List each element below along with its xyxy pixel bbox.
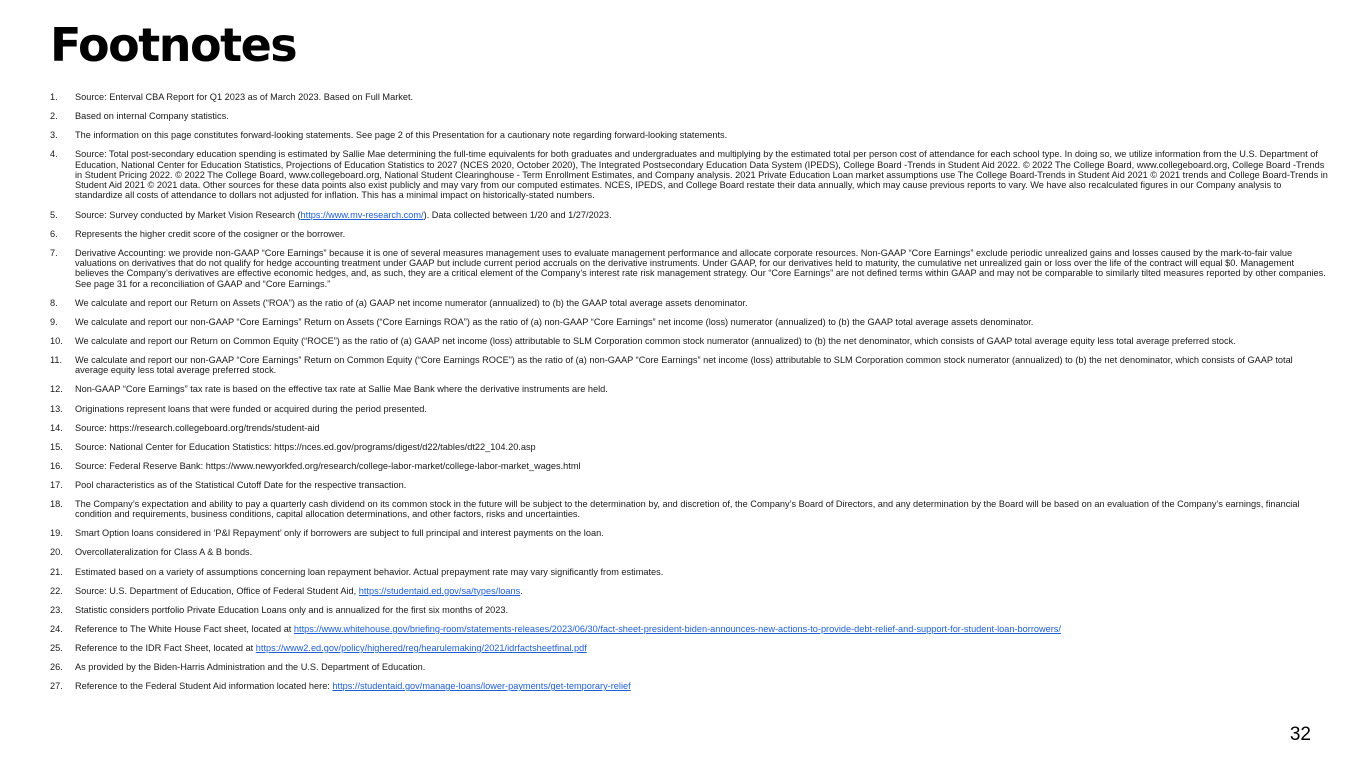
footnote-item (50, 624, 1328, 634)
footnote-item (50, 404, 1328, 414)
footnote-text: Represents the higher credit score of the cosigner or the borrower. (75, 228, 346, 239)
footnote-item (50, 567, 1328, 577)
footnote-number: 26. (50, 662, 63, 673)
footnote-item (50, 92, 1328, 102)
footnote-number: 17. (50, 479, 63, 490)
footnote-item (50, 248, 1328, 289)
footnote-text (75, 681, 1328, 691)
footnote-item (50, 461, 1328, 471)
footnote-number: 22. (50, 585, 63, 596)
footnote-text-prefix: Source: U.S. Department of Education, Office of Federal Student Aid, (75, 585, 359, 596)
footnote-link[interactable]: https://studentaid.gov/manage-loans/lower-payments/get-temporary-relief (332, 681, 631, 692)
footnote-link[interactable]: https://www.whitehouse.gov/briefing-room/statements-releases/2023/06/30/fact-sheet-president-biden-announces-new-actions-to-provide-debt-relief-and-support-for-student-loan-borrowers/ (293, 623, 1061, 634)
footnote-link[interactable]: https://www2.ed.gov/policy/highered/reg/hearulemaking/2021/idrfactsheetfinal.pdf (255, 642, 587, 653)
footnote-number: 3. (50, 130, 58, 141)
footnote-number: 8. (50, 297, 58, 308)
footnote-item (50, 229, 1328, 239)
footnote-number: 23. (50, 604, 63, 615)
footnote-item (50, 442, 1328, 452)
footnote-item (50, 149, 1328, 200)
footnote-text: Smart Option loans considered in ‘P&I Repayment’ only if borrowers are subject to full principal and interest payments on the loan. (75, 528, 604, 539)
footnote-item (50, 528, 1328, 538)
footnote-text-prefix: Reference to the Federal Student Aid information located here: (75, 681, 333, 692)
footnote-text-prefix: Reference to the IDR Fact Sheet, located at (75, 642, 256, 653)
footnote-number: 2. (50, 111, 58, 122)
footnote-item (50, 480, 1328, 490)
footnote-item (50, 423, 1328, 433)
footnote-item (50, 298, 1328, 308)
footnote-item (50, 547, 1328, 557)
footnote-text: Source: National Center for Education Statistics: https://nces.ed.gov/programs/digest/d22/tables/dt22_104.20.asp (75, 441, 536, 452)
footnote-number: 13. (50, 403, 63, 414)
footnote-text: Pool characteristics as of the Statistical Cutoff Date for the respective transaction. (75, 479, 407, 490)
footnote-number: 4. (50, 149, 58, 160)
footnote-text: Source: https://research.collegeboard.org/trends/student-aid (75, 422, 320, 433)
footnote-item (50, 499, 1328, 520)
footnote-text: As provided by the Biden-Harris Administration and the U.S. Department of Education. (75, 662, 426, 673)
footnotes-list (50, 92, 1328, 700)
footnote-text: The information on this page constitutes forward-looking statements. See page 2 of this Presentation for a cautionary note regarding forward-looking statements. (75, 130, 728, 141)
footnote-text: Overcollateralization for Class A & B bonds. (75, 547, 253, 558)
footnote-number: 9. (50, 316, 58, 327)
footnote-text: We calculate and report our Return on Assets (“ROA”) as the ratio of (a) GAAP net income numerator (annualized) to (b) the GAAP total average assets denominator. (75, 297, 748, 308)
footnote-link[interactable]: https://www.mv-research.com/ (300, 209, 424, 220)
footnote-text: Derivative Accounting: we provide non-GAAP “Core Earnings” because it is one of several measures management uses to evaluate management performance and allocate corporate resources. Non-GAAP “Core Earnings” exclude periodic unrealized gains and losses caused by the mark-to-fair value valuations on derivatives that do not qualify for hedge accounting treatment under GAAP but include current period accruals on the derivative instruments. Under GAAP, for our derivatives held to maturity, the cumulative net unrealized gain or loss over the life of the contract will equal $0. Management believes the Company’s derivatives are effective economic hedges, and, as such, they are a critical element of the Company’s interest rate risk management strategy. Our “Core Earnings” are not defined terms within GAAP and may not be comparable to similarly tilted measures reported by other companies. See page 31 for a reconciliation of GAAP and “Core Earnings.” (75, 247, 1326, 289)
footnote-number: 18. (50, 498, 63, 509)
footnote-item (50, 681, 1328, 691)
footnote-text (75, 210, 1328, 220)
footnote-text: Source: Federal Reserve Bank: https://www.newyorkfed.org/research/college-labor-market/college-labor-market_wages.html (75, 460, 581, 471)
footnote-item (50, 130, 1328, 140)
footnote-text-prefix: Source: Survey conducted by Market Vision Research ( (75, 209, 301, 220)
footnote-number: 21. (50, 566, 63, 577)
page-number: 32 (1289, 724, 1311, 745)
footnote-number: 19. (50, 528, 63, 539)
footnote-item (50, 317, 1328, 327)
footnote-item (50, 605, 1328, 615)
footnote-item (50, 355, 1328, 376)
footnote-number: 15. (50, 441, 63, 452)
footnote-number: 10. (50, 335, 63, 346)
footnote-item (50, 111, 1328, 121)
footnote-number: 25. (50, 642, 63, 653)
footnote-text: Originations represent loans that were funded or acquired during the period presented. (75, 403, 427, 414)
footnote-number: 27. (50, 681, 63, 692)
footnote-number: 20. (50, 547, 63, 558)
footnote-text: Source: Total post-secondary education spending is estimated by Sallie Mae determining the full-time equivalents for both graduates and undergraduates and multiplying by the estimated total per person cost of attendance for each school type. In doing so, we utilize information from the U.S. Department of Education, National Center for Education Statistics, Projections of Education Statistics to 2027 (NCES 2020, October 2020), The Integrated Postsecondary Education Data System (IPEDS), College Board -Trends in Student Aid 2022. © 2022 The College Board, www.collegeboard.org, College Board -Trends in Student Pricing 2022. © 2022 The College Board, www.collegeboard.org, National Student Clearinghouse - Term Enrollment Estimates, and Company analysis. 2021 Private Education Loan market assumptions use The College Board-Trends in Student Aid 2021 © 2021 trends and College Board-Trends in Student Aid 2021 © 2021 data. Other sources for these data points also exist publicly and may vary from our computed estimates. NCES, IPEDS, and College Board restate their data annually, which may cause previous reports to vary. We have also recalculated figures in our Company analysis to standardize all costs of attendance to dollars not adjusted for inflation. This has a minimal impact on historically-stated numbers. (75, 149, 1328, 201)
footnote-text: Statistic considers portfolio Private Education Loans only and is annualized for the first six months of 2023. (75, 604, 509, 615)
footnote-number: 12. (50, 384, 63, 395)
footnote-text (75, 586, 1328, 596)
footnote-text (75, 643, 1328, 653)
footnote-text-prefix: Reference to The White House Fact sheet, located at (75, 623, 294, 634)
footnote-number: 14. (50, 422, 63, 433)
footnote-number: 11. (50, 355, 63, 366)
footnote-text-suffix: . (520, 585, 523, 596)
footnote-item (50, 586, 1328, 596)
footnote-text: The Company’s expectation and ability to pay a quarterly cash dividend on its common stock in the future will be subject to the determination by, and discretion of, the Company’s Board of Directors, and any determination by the Board will be based on an evaluation of the Company’s earnings, financial condition and requirements, business conditions, capital allocation determinations, and other factors, risks and uncertainties. (75, 498, 1300, 520)
footnote-text-suffix: ). Data collected between 1/20 and 1/27/2023. (423, 209, 612, 220)
footnote-text: Source: Enterval CBA Report for Q1 2023 as of March 2023. Based on Full Market. (75, 92, 414, 102)
footnote-item (50, 210, 1328, 220)
footnote-number: 5. (50, 209, 58, 220)
footnote-text: Non-GAAP “Core Earnings” tax rate is based on the effective tax rate at Sallie Mae Bank where the derivative instruments are held. (75, 384, 608, 395)
footnote-number: 7. (50, 247, 58, 258)
footnote-item (50, 643, 1328, 653)
footnote-item (50, 662, 1328, 672)
footnote-item (50, 384, 1328, 394)
footnote-item (50, 336, 1328, 346)
footnote-link[interactable]: https://studentaid.ed.gov/sa/types/loans (358, 585, 521, 596)
footnote-number: 1. (50, 92, 58, 102)
footnote-number: 16. (50, 460, 63, 471)
footnote-text: We calculate and report our non-GAAP “Core Earnings” Return on Common Equity (“Core Earnings ROCE”) as the ratio of (a) non-GAAP “Core Earnings” net income (loss) attributable to SLM Corporation common stock numerator (annualized) to (b) the net denominator, which consists of GAAP total average equity less total average preferred stock. (75, 355, 1293, 376)
footnote-text: We calculate and report our non-GAAP “Core Earnings” Return on Assets (“Core Earnings ROA”) as the ratio of (a) non-GAAP “Core Earnings” net income (loss) numerator (annualized) to (b) the GAAP total average assets denominator. (75, 316, 1034, 327)
footnote-text: We calculate and report our Return on Common Equity (“ROCE”) as the ratio of (a) GAAP net income (loss) attributable to SLM Corporation common stock numerator (annualized) to (b) the net denominator, which consists of GAAP total average equity less total average preferred stock. (75, 335, 1236, 346)
footnote-number: 6. (50, 228, 58, 239)
footnote-number: 24. (50, 623, 63, 634)
footnote-text (75, 624, 1328, 634)
page-title: Footnotes (50, 18, 297, 72)
footnote-text: Estimated based on a variety of assumptions concerning loan repayment behavior. Actual prepayment rate may vary significantly from estimates. (75, 566, 664, 577)
footnote-text: Based on internal Company statistics. (75, 111, 229, 122)
